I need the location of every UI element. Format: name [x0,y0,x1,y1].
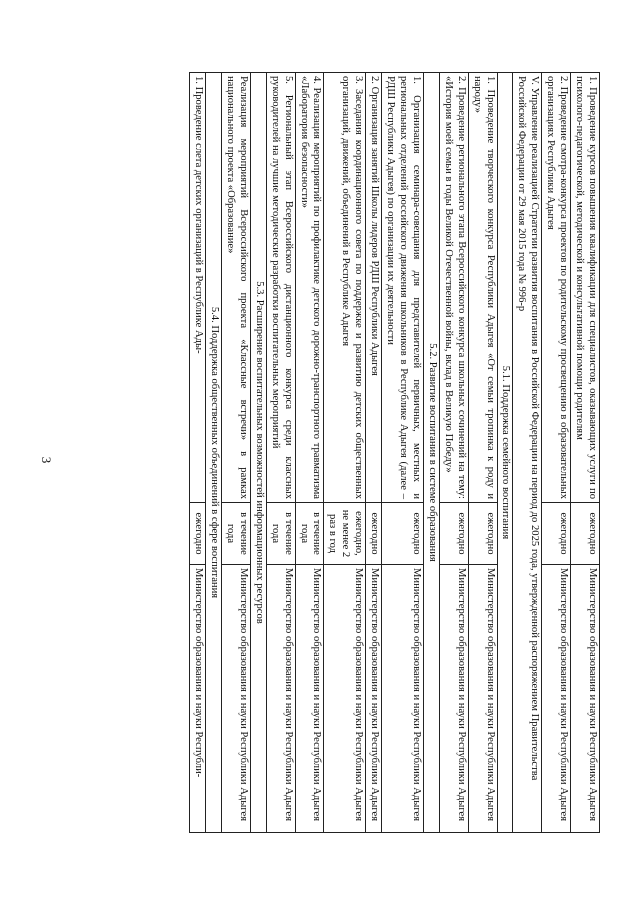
table-row [190,73,206,833]
activity-cell: 1. Проведение курсов повышения квалификации для специалистов, оказывающих услуги по психолого-педагогической, методической и консультативной помощи родителям [571,73,600,503]
executor-cell: Министерство образования и науки Республики Адыгея [542,565,571,833]
activity-cell: 1. Проведение слета детских организаций в Республике Ады- [190,73,206,503]
activity-cell: 2. Организация занятий Школы лидеров РДШ Республики Адыгея [366,73,382,503]
term-cell: ежегодно [382,503,424,565]
subsection-heading-row [206,73,222,833]
term-cell: ежегодно [366,503,382,565]
action-plan-table [189,72,600,833]
table-row [468,73,497,833]
table-row [295,73,324,833]
term-cell: ежегодно [439,503,468,565]
table-row [382,73,424,833]
activity-cell: 4. Реализация мероприятий по профилактике детского дорожно-транспортного травматизма «Лаборатория безопасности» [295,73,324,503]
executor-cell: Министерство образования и науки Республи- [190,565,206,833]
executor-cell: Министерство образования и науки Республики Адыгея [571,565,600,833]
table-row [324,73,366,833]
term-cell: в течение года [295,503,324,565]
executor-cell: Министерство образования и науки Республики Адыгея [439,565,468,833]
activity-cell: 3. Заседания координационного совета по поддержке и развитию детских общественных организаций, движений, объединений в Республике Адыгея [324,73,366,503]
term-cell: в течение года [222,503,251,565]
executor-cell: Министерство образования и науки Республики Адыгея [382,565,424,833]
executor-cell: Министерство образования и науки Республики Адыгея [295,565,324,833]
executor-cell: Министерство образования и науки Республики Адыгея [468,565,497,833]
activity-cell: 1. Проведение творческого конкурса Республики Адыгея «От семьи тропинка к роду и народу» [468,73,497,503]
activity-cell: 5. Региональный этап Всероссийского дистанционного конкурса среди классных руководителей на лучшие методические разработки воспитательных мероприятий [266,73,295,503]
subsection-heading: 5.3. Расширение воспитательных возможностей информационных ресурсов [250,73,266,833]
term-cell: в течение года [266,503,295,565]
executor-cell: Министерство образования и науки Республики Адыгея [324,565,366,833]
activity-cell: 2. Проведение регионального этапа Всероссийского конкурса школьных сочинений на тему: «История моей семьи в годы Великой Отечественной войны, вклад в Великую Победу» [439,73,468,503]
executor-cell: Министерство образования и науки Республики Адыгея [266,565,295,833]
term-cell: ежегодно [468,503,497,565]
page-number: 3 [39,456,54,464]
term-cell: ежегодно, не менее 2 раз в год [324,503,366,565]
term-cell: ежегодно [542,503,571,565]
activity-cell: Реализация мероприятий Всероссийского проекта «Классные встречи» в рамках национального проекта «Образование» [222,73,251,503]
table-row [366,73,382,833]
executor-cell: Министерство образования и науки Республики Адыгея [366,565,382,833]
table-row [222,73,251,833]
subsection-heading: 5.1. Поддержка семейного воспитания [497,73,513,833]
term-cell: ежегодно [571,503,600,565]
table-row [266,73,295,833]
subsection-heading-row [250,73,266,833]
activity-cell: 2. Проведение смотра-конкурса проектов по родительскому просвещению в образовательных организациях Республики Адыгея [542,73,571,503]
section-heading: V. Управление реализацией Стратегии развития воспитания в Российской Федерации на период до 2025 года, утвержденной распоряжением Правительства Российской Федерации от 29 мая 2015 года № 996-р [513,73,542,833]
activity-cell: 1. Организация семинара-совещания для представителей первичных, местных и региональных отделений российского движения школьников в Республике Адыгея (далее – РДШ Республики Адыгея) по организации их деятельности [382,73,424,503]
executor-cell: Министерство образования и науки Республики Адыгея [222,565,251,833]
term-cell: ежегодно [190,503,206,565]
section-heading-row [513,73,542,833]
subsection-heading-row [423,73,439,833]
rotated-page [84,72,600,832]
subsection-heading: 5.4. Поддержка общественных объединений в сфере воспитания [206,73,222,833]
table-row [542,73,571,833]
table-row [439,73,468,833]
subsection-heading: 5.2. Развитие воспитания в системе образования [423,73,439,833]
subsection-heading-row [497,73,513,833]
table-row [571,73,600,833]
